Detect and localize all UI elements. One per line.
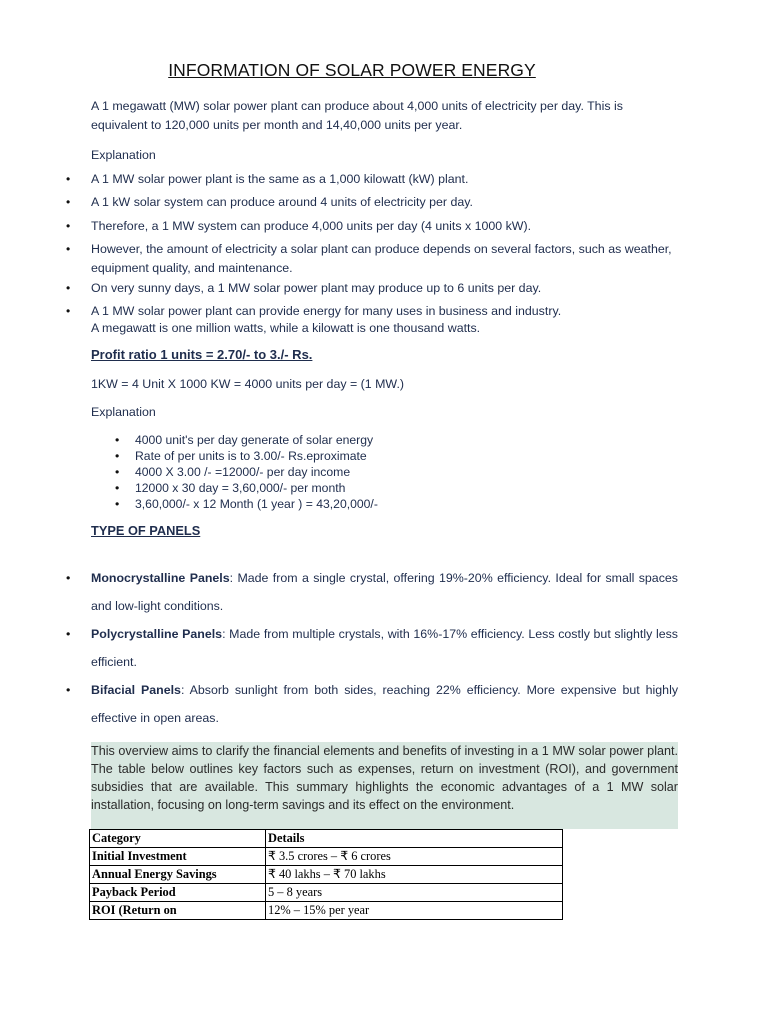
intro-paragraph xyxy=(91,97,691,135)
panel-name: Monocrystalline Panels xyxy=(91,571,230,585)
list-item: • However, the amount of electricity a solar plant can produce depends on several factors, such as weather, equipment quality, and maintenance. xyxy=(91,240,686,278)
panel-desc: : Made from a single crystal, offering 19%-20% efficiency. Ideal for small spaces and low-light conditions. xyxy=(91,571,678,613)
panel-name: Polycrystalline Panels xyxy=(91,627,223,641)
table-header-row xyxy=(90,830,563,848)
table-cell: ROI (Return on xyxy=(90,902,266,920)
list-item: • 4000 unit's per day generate of solar energy xyxy=(135,432,378,448)
panel-item-polycrystalline xyxy=(91,620,678,676)
table-cell: 12% – 15% per year xyxy=(266,902,563,920)
list-item: • On very sunny days, a 1 MW solar power plant may produce up to 6 units per day. xyxy=(91,279,691,298)
panel-name: Bifacial Panels xyxy=(91,683,181,697)
list-item: • A 1 kW solar system can produce around 4 units of electricity per day. xyxy=(91,193,691,212)
investment-table xyxy=(89,829,563,920)
overview-paragraph: This overview aims to clarify the financial elements and benefits of investing in a 1 MW solar power plant. The table below outlines key factors such as expenses, return on investment (ROI), and government subsidies that are available. This summary highlights the economic advantages of a 1 MW solar installation, focusing on long-term savings and its effect on the environment. xyxy=(91,742,678,829)
panel-desc: : Made from multiple crystals, with 16%-17% efficiency. Less costly but slightly less efficient. xyxy=(91,627,678,669)
list-item-text: • A 1 MW solar power plant can provide energy for many uses in business and industry. xyxy=(91,304,562,318)
table-header-cell: Details xyxy=(266,830,563,848)
list-item xyxy=(91,302,691,338)
list-item: • A 1 MW solar power plant is the same as a 1,000 kilowatt (kW) plant. xyxy=(91,170,691,189)
explanation-label: Explanation xyxy=(91,148,156,162)
panel-desc: : Absorb sunlight from both sides, reaching 22% efficiency. More expensive but highly effective in open areas. xyxy=(91,683,679,725)
list-item: • 4000 X 3.00 /- =12000/- per day income xyxy=(135,464,378,480)
panel-item-monocrystalline xyxy=(91,564,678,620)
list-item: • 12000 x 30 day = 3,60,000/- per month xyxy=(135,480,378,496)
explanation-label: Explanation xyxy=(91,405,156,419)
megawatt-note: A megawatt is one million watts, while a kilowatt is one thousand watts. xyxy=(91,321,481,335)
table-cell: Payback Period xyxy=(90,884,266,902)
table-row xyxy=(90,866,563,884)
table-row xyxy=(90,848,563,866)
table-cell: ₹ 3.5 crores – ₹ 6 crores xyxy=(266,848,563,866)
calculation-list xyxy=(135,432,378,512)
list-item: • Therefore, a 1 MW system can produce 4,000 units per day (4 units x 1000 kW). xyxy=(91,217,691,236)
table-row xyxy=(90,884,563,902)
formula-line: 1KW = 4 Unit X 1000 KW = 4000 units per day = (1 MW.) xyxy=(91,377,405,391)
table-cell: 5 – 8 years xyxy=(266,884,563,902)
section-heading-panels: TYPE OF PANELS xyxy=(91,523,201,538)
list-item: • 3,60,000/- x 12 Month (1 year ) = 43,20,000/- xyxy=(135,496,378,512)
list-item: • Rate of per units is to 3.00/- Rs.eproximate xyxy=(135,448,378,464)
intro-line: A 1 megawatt (MW) solar power plant can produce about 4,000 units of electricity per day. This is xyxy=(91,99,623,113)
table-cell: Annual Energy Savings xyxy=(90,866,266,884)
page-title: INFORMATION OF SOLAR POWER ENERGY xyxy=(168,60,536,80)
panel-item-bifacial xyxy=(91,676,678,732)
table-header-cell: Category xyxy=(90,830,266,848)
table-cell: Initial Investment xyxy=(90,848,266,866)
intro-line: equivalent to 120,000 units per month and 14,40,000 units per year. xyxy=(91,118,463,132)
table-row xyxy=(90,902,563,920)
table-cell: ₹ 40 lakhs – ₹ 70 lakhs xyxy=(266,866,563,884)
profit-heading: Profit ratio 1 units = 2.70/- to 3./- Rs. xyxy=(91,347,313,362)
